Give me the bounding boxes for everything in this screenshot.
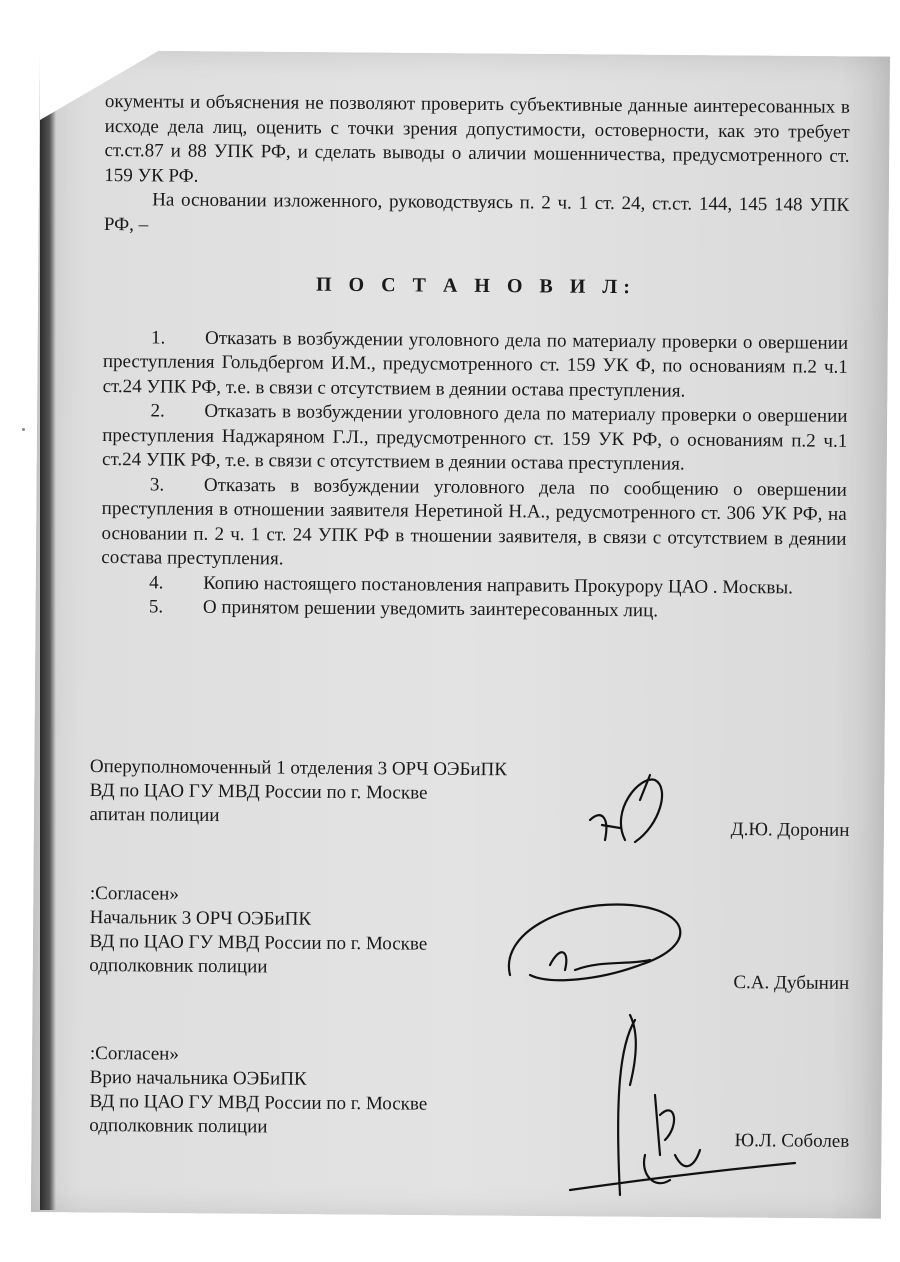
item-text: Отказать в возбуждении уголовного дела по сообщению о овершении преступления в отношении заявителя Неретиной Н.А., редусмотренного ст. 306 УК РФ, на основании п. 2 ч. 1 ст. 24 УПК РФ в тношении заявителя, в связи с отсутствием в деянии состава преступления. [101, 474, 847, 570]
item-number: 4. [149, 571, 164, 593]
item-text: Отказать в возбуждении уголовного дела по материалу проверки о овершении преступления Гольдбергом И.М., предусмотренного ст. 159 УК Ф, по основаниям п.2 ч.1 ст.24 УПК РФ, т.е. в связи с отсутствием в деянии остава преступления. [102, 327, 849, 402]
signer-name: Ю.Л. Соболев [734, 1130, 850, 1152]
basis-paragraph: На основании изложенного, руководствуясь п. 2 ч. 1 ст. 24, ст.ст. 144, 145 148 УПК РФ, – [103, 189, 850, 235]
item-text: О принятом решении уведомить заинтересованных лиц. [202, 596, 659, 622]
list-item [102, 399, 848, 478]
continuation-paragraph: окументы и объяснения не позволяют проверить субъективные данные аинтересованных в исходе дела лиц, оценить с точки зрения допустимости, остоверности, как это требует ст.ст.87 и 88 УПК РФ, и сделать выводы о аличии мошенничества, предусмотренного ст. 159 УК РФ. [104, 90, 850, 187]
document-body [101, 90, 850, 625]
approval-mark: :Согласен» [89, 882, 179, 905]
handwritten-signature-sobolev [560, 1005, 800, 1215]
signature-block-head [89, 882, 850, 994]
signer-department: ВД по ЦАО ГУ МВД России по г. Москве [89, 779, 428, 804]
list-item [101, 472, 847, 576]
signer-rank: одполковник полиции [89, 954, 268, 978]
list-item [103, 325, 849, 404]
signer-department: ВД по ЦАО ГУ МВД России по г. Москве [89, 1090, 428, 1115]
signer-department: ВД по ЦАО ГУ МВД России по г. Москве [89, 930, 428, 955]
handwritten-signature-dubynin [490, 895, 710, 1005]
signer-name: Д.Ю. Доронин [730, 819, 850, 841]
item-text: Копию настоящего постановления направить Прокурору ЦАО . Москвы. [203, 572, 793, 598]
signer-position: Начальник 3 ОРЧ ОЭБиПК [89, 906, 312, 930]
item-number: 3. [149, 473, 165, 495]
item-number: 2. [150, 400, 165, 422]
page-edge-shadow [40, 60, 56, 1210]
signer-rank: одполковник полиции [89, 1114, 268, 1138]
item-number: 5. [148, 596, 164, 618]
signature-block-operative [89, 755, 850, 841]
item-number: 1. [150, 326, 166, 348]
approval-mark: :Согласен» [89, 1043, 179, 1065]
signer-position: Врио начальника ОЭБиПК [89, 1066, 307, 1090]
signer-position: Оперуполномоченный 1 отделения 3 ОРЧ ОЭБиПК [89, 755, 508, 781]
handwritten-signature-doronin [580, 770, 700, 860]
scan-speck [22, 428, 25, 431]
signer-name: С.А. Дубынин [733, 972, 850, 994]
item-text: Отказать в возбуждении уголовного дела по материалу проверки о овершении преступления Наджаряном Г.Л., предусмотренного ст. 159 УК РФ, о основаниям п.2 ч.1 ст.24 УПК РФ, т.е. в связи с отсутствием в деянии остава преступления. [102, 400, 848, 475]
decision-title: П О С Т А Н О В И Л: [315, 273, 637, 299]
signer-rank: апитан полиции [89, 803, 220, 827]
